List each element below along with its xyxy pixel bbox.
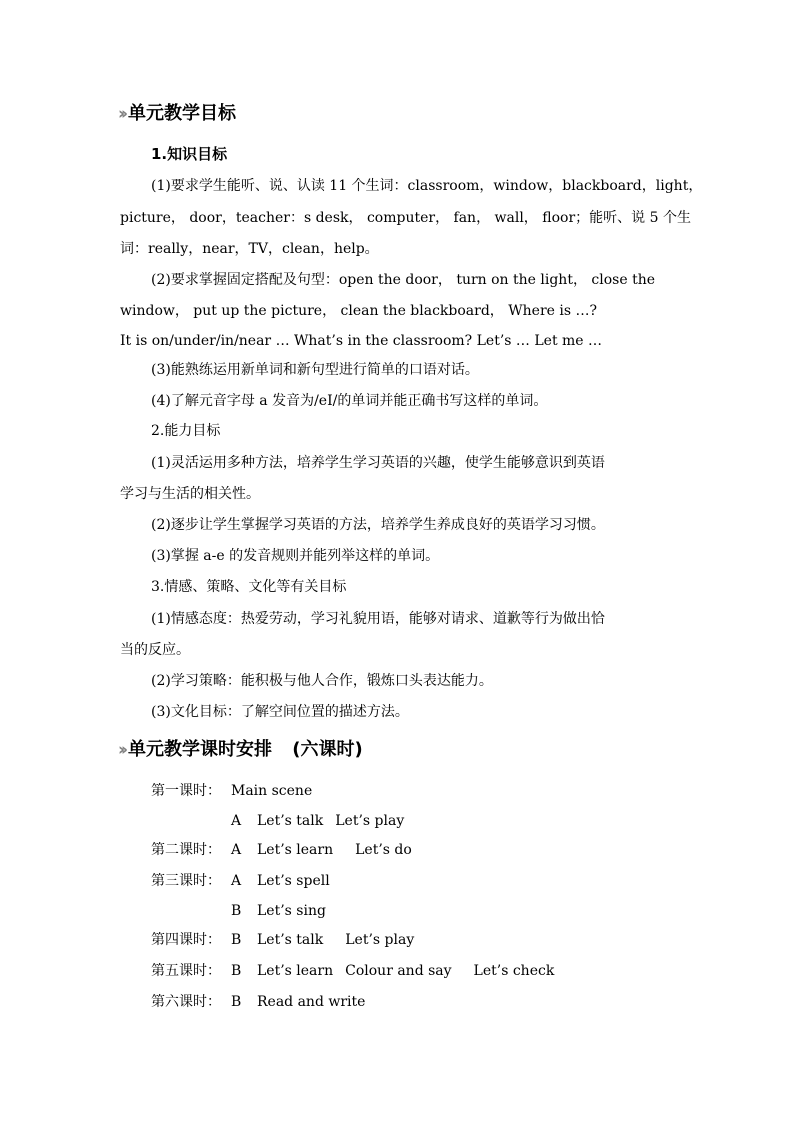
schedule-activity: Let’s do bbox=[355, 842, 412, 858]
schedule-note: (六课时) bbox=[292, 739, 363, 760]
ability-item-2: (2)逐步让学生掌握学习英语的方法，培养学生养成良好的英语学习习惯。 bbox=[151, 517, 605, 533]
ability-item-1-line-2: 学习与生活的相关性。 bbox=[120, 486, 260, 502]
schedule-day: 第四课时： bbox=[151, 932, 221, 948]
knowledge-item-3: (3)能熟练运用新单词和新句型进行简单的口语对话。 bbox=[151, 362, 479, 378]
schedule-row bbox=[151, 901, 326, 921]
ability-heading: 2.能力目标 bbox=[151, 423, 221, 439]
knowledge-item-1-line-3: 词：really，near，TV，clean，help。 bbox=[120, 241, 379, 257]
schedule-row bbox=[151, 781, 312, 801]
schedule-activity: Let’s sing bbox=[257, 903, 326, 919]
schedule-section: A bbox=[231, 842, 242, 858]
double-chevron-icon: ›› bbox=[118, 104, 125, 124]
schedule-day: 第二课时： bbox=[151, 842, 221, 858]
schedule-day: 第一课时： bbox=[151, 783, 221, 799]
schedule-activity: Read and write bbox=[257, 994, 366, 1010]
emotion-item-2: (2)学习策略：能积极与他人合作，锻炼口头表达能力。 bbox=[151, 673, 493, 689]
schedule-row bbox=[151, 992, 365, 1012]
ability-item-3: (3)掌握 a-e 的发音规则并能列举这样的单词。 bbox=[151, 548, 440, 564]
schedule-activity: Let’s talk bbox=[257, 813, 324, 829]
knowledge-item-2-line-3: It is on/under/in/near … What’s in the classroom? Let’s … Let me … bbox=[120, 333, 603, 349]
knowledge-item-2-line-1: (2)要求掌握固定搭配及句型：open the door， turn on the light， close the bbox=[151, 272, 655, 288]
goals-title-text: 单元教学目标 bbox=[128, 103, 237, 124]
schedule-section: B bbox=[231, 903, 242, 919]
schedule-activity: Let’s spell bbox=[257, 873, 330, 889]
knowledge-heading: 1.知识目标 bbox=[151, 145, 228, 163]
schedule-title-text: 单元教学课时安排 bbox=[128, 739, 273, 760]
schedule-activity: Main scene bbox=[231, 783, 313, 799]
schedule-section: B bbox=[231, 994, 242, 1010]
schedule-row bbox=[151, 961, 554, 981]
schedule-activity: Let’s talk bbox=[257, 932, 324, 948]
emotion-item-1-line-2: 当的反应。 bbox=[120, 642, 190, 658]
schedule-section: A bbox=[231, 873, 242, 889]
schedule-activity: Let’s learn bbox=[257, 842, 334, 858]
schedule-section: B bbox=[231, 963, 242, 979]
knowledge-item-4: (4)了解元音字母 a 发音为/eI/的单词并能正确书写这样的单词。 bbox=[151, 393, 548, 409]
schedule-activity: Let’s play bbox=[345, 932, 415, 948]
schedule-activity: Let’s learn bbox=[257, 963, 334, 979]
schedule-day: 第三课时： bbox=[151, 873, 221, 889]
ability-item-1-line-1: (1)灵活运用多种方法，培养学生学习英语的兴趣，使学生能够意识到英语 bbox=[151, 455, 605, 471]
emotion-heading: 3.情感、策略、文化等有关目标 bbox=[151, 579, 347, 595]
schedule-activity: Let’s play bbox=[335, 813, 405, 829]
goals-section-title bbox=[118, 102, 236, 126]
double-chevron-icon: ›› bbox=[118, 740, 125, 760]
schedule-section: B bbox=[231, 932, 242, 948]
emotion-item-1-line-1: (1)情感态度：热爱劳动，学习礼貌用语，能够对请求、道歉等行为做出恰 bbox=[151, 611, 605, 627]
schedule-row bbox=[151, 871, 330, 891]
schedule-row bbox=[151, 840, 412, 860]
schedule-day: 第六课时： bbox=[151, 994, 221, 1010]
schedule-activity: Let’s check bbox=[473, 963, 555, 979]
knowledge-item-2-line-2: window， put up the picture， clean the blackboard， Where is …? bbox=[120, 303, 597, 319]
schedule-activity: Colour and say bbox=[345, 963, 452, 979]
emotion-item-3: (3)文化目标：了解空间位置的描述方法。 bbox=[151, 704, 409, 720]
schedule-section: A bbox=[231, 813, 242, 829]
schedule-row bbox=[151, 930, 414, 950]
schedule-row bbox=[151, 811, 404, 831]
schedule-section-title bbox=[118, 738, 363, 762]
schedule-day: 第五课时： bbox=[151, 963, 221, 979]
knowledge-item-1-line-2: picture， door，teacher：s desk， computer， fan， wall， floor；能听、说 5 个生 bbox=[120, 210, 691, 226]
knowledge-item-1-line-1: (1)要求学生能听、说、认读 11 个生词：classroom，window，blackboard，light， bbox=[151, 178, 703, 194]
